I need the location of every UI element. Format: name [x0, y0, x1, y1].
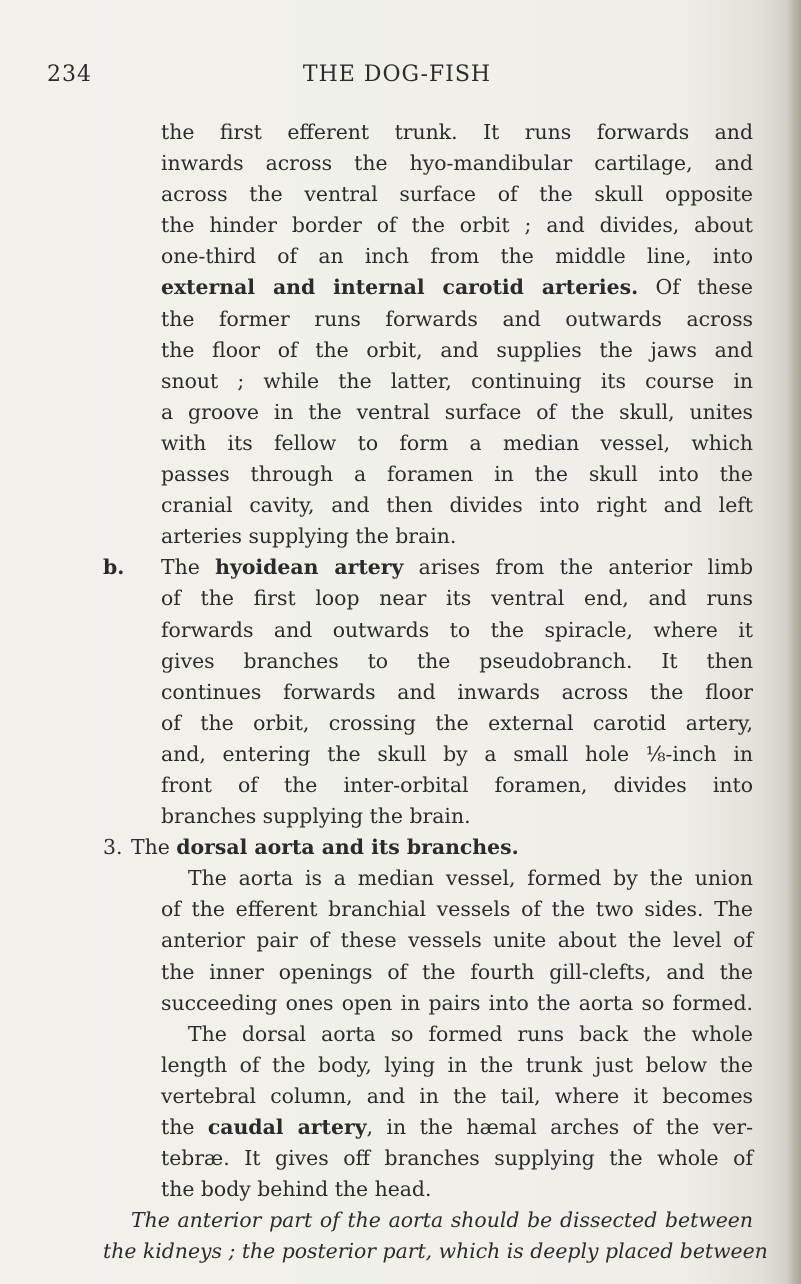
text-run: , in the hæmal arches of the ver- [366, 1115, 753, 1139]
text-line: of the first loop near its ventral end, and runs [161, 586, 753, 611]
text-line: cranial cavity, and then divides into right and left [161, 493, 753, 518]
text-run: arises from the anterior limb [403, 555, 753, 580]
text-line: of the efferent branchial vessels of the two sides. The [161, 897, 753, 922]
term-caudal: caudal artery [207, 1115, 367, 1139]
body-text [0, 117, 801, 1267]
text-line: inwards across the hyo-mandibular cartilage, and [161, 151, 753, 176]
text-line: tebræ. It gives off branches supplying the whole of [161, 1146, 753, 1171]
text-line: arteries supplying the brain. [161, 524, 457, 549]
heading-bold: dorsal aorta and its branches. [176, 835, 519, 860]
text-line: one-third of an inch from the middle line, into [161, 244, 753, 269]
text-line: length of the body, lying in the trunk just below the [161, 1052, 753, 1077]
note-line: The anterior part of the aorta should be dissected between [131, 1208, 753, 1233]
text-line-bold-run [0, 272, 753, 303]
section-number: 3. [103, 835, 123, 860]
text-line: the first efferent trunk. It runs forwards and [161, 120, 753, 144]
text-line: the former runs forwards and outwards across [161, 306, 753, 331]
text-line: the inner openings of the fourth gill-clefts, and the [161, 959, 753, 984]
text-line: vertebral column, and in the tail, where it becomes [161, 1083, 753, 1108]
text-line: forwards and outwards to the spiracle, where it [161, 617, 753, 642]
text-run: The [161, 555, 216, 580]
text-line: front of the inter-orbital foramen, divides into [161, 772, 753, 797]
text-line: continues forwards and inwards across the floor [161, 679, 753, 704]
text-line: The aorta is a median vessel, formed by the union [188, 866, 753, 891]
running-head [47, 62, 747, 92]
text-line: The dorsal aorta so formed runs back the whole [188, 1021, 753, 1046]
text-line: across the ventral surface of the skull opposite [161, 182, 753, 207]
text-line: gives branches to the pseudobranch. It then [161, 648, 753, 673]
text-line: passes through a foramen in the skull into the [161, 462, 753, 487]
term-carotid: external and internal carotid arteries. [161, 275, 639, 300]
text-line: and, entering the skull by a small hole ⅛-inch in [161, 741, 753, 766]
text-line: the floor of the orbit, and supplies the jaws and [161, 337, 753, 362]
text-line [0, 1112, 753, 1143]
section-heading [0, 832, 801, 863]
text-line: the hinder border of the orbit ; and divides, about [161, 213, 753, 238]
running-title: THE DOG-FISH [302, 62, 492, 87]
heading-prefix: The [131, 835, 177, 860]
item-label-b: b. [103, 555, 125, 580]
text-line: anterior pair of these vessels unite about the level of [161, 928, 753, 953]
text-line: with its fellow to form a median vessel, which [161, 430, 753, 455]
text-run: the [161, 1115, 208, 1139]
page-number: 234 [47, 62, 92, 87]
term-hyoidean: hyoidean artery [215, 555, 404, 580]
text-line: the body behind the head. [161, 1177, 432, 1202]
note-line: the kidneys ; the posterior part, which is deeply placed between [103, 1239, 768, 1264]
text-line: snout ; while the latter, continuing its course in [161, 368, 753, 393]
text-line [0, 552, 753, 583]
text-run: Of these [638, 275, 753, 300]
text-line: succeeding ones open in pairs into the aorta so formed. [161, 990, 753, 1015]
text-line: a groove in the ventral surface of the skull, unites [161, 399, 753, 424]
text-line: of the orbit, crossing the external carotid artery, [161, 710, 753, 735]
text-line: branches supplying the brain. [161, 804, 471, 829]
